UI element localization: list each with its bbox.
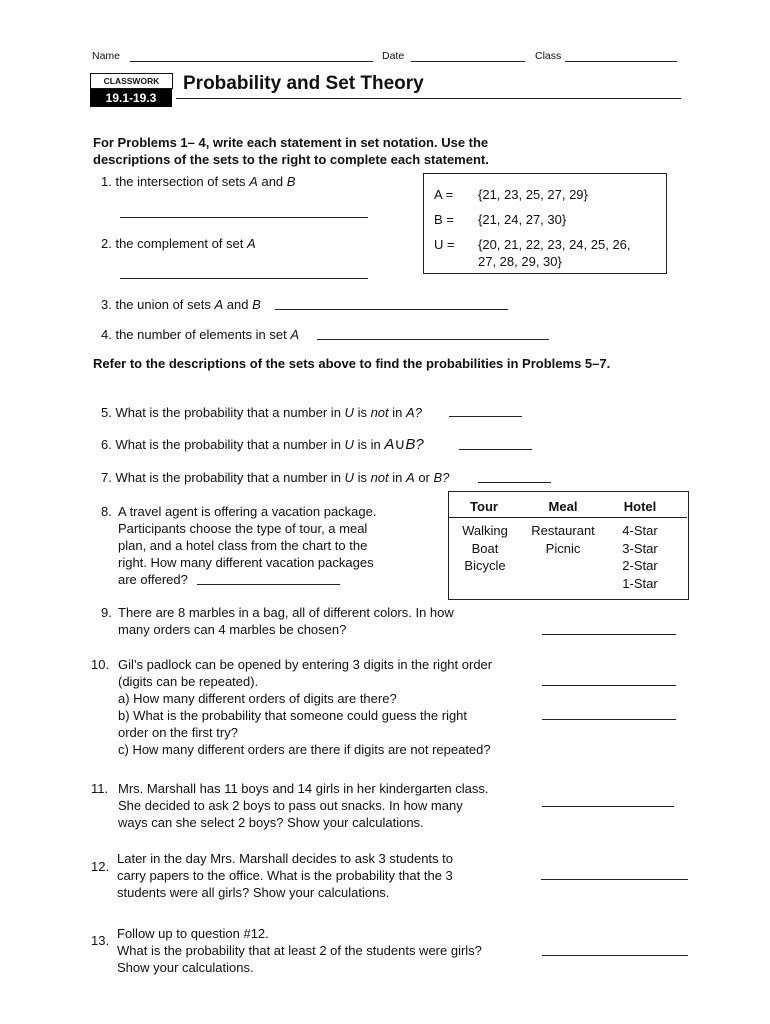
- table-header-tour: Tour: [470, 499, 498, 514]
- problem-13-number: 13.: [91, 933, 110, 948]
- intro-line-1: For Problems 1– 4, write each statement in set notation. Use the: [93, 135, 489, 150]
- problem-8-number: 8.: [101, 504, 112, 519]
- name-field[interactable]: [130, 61, 373, 62]
- answer-line-6[interactable]: [459, 449, 532, 450]
- tour-options: Walking Boat Bicycle: [462, 523, 508, 573]
- table-header-rule: [448, 517, 687, 518]
- name-label: Name: [92, 50, 121, 62]
- set-u-value-1: {20, 21, 22, 23, 24, 25, 26,: [478, 237, 631, 252]
- problem-5: 5. What is the probability that a number in U is not in A?: [101, 405, 422, 420]
- set-b-label: B =: [434, 212, 454, 227]
- set-u-value-2: 27, 28, 29, 30}: [478, 254, 562, 269]
- hotel-options: 4-Star 3-Star 2-Star 1-Star: [622, 523, 658, 591]
- problem-9-number: 9.: [101, 605, 112, 620]
- answer-line-13[interactable]: [542, 955, 688, 956]
- title-rule: [176, 98, 681, 99]
- problem-6: 6. What is the probability that a number in U is in A∪B?: [101, 436, 424, 453]
- problem-10-text: Gil’s padlock can be opened by entering 3 digits in the right order (digits can be repeated). a) How many different orders of digits are there? b) What is the probability that someone could guess the right order on the first try? c) How many different orders are there if digits are not repeated?: [118, 657, 493, 757]
- problem-12-number: 12.: [91, 859, 110, 874]
- answer-line-10a[interactable]: [542, 685, 676, 686]
- set-a-value: {21, 23, 25, 27, 29}: [478, 187, 588, 202]
- classwork-badge: CLASSWORK: [90, 73, 173, 89]
- refer-instruction: Refer to the descriptions of the sets above to find the probabilities in Problems 5–7.: [93, 356, 611, 371]
- intro-line-2: descriptions of the sets to the right to complete each statement.: [93, 152, 489, 167]
- meal-options: Restaurant Picnic: [531, 523, 595, 556]
- set-b-value: {21, 24, 27, 30}: [478, 212, 567, 227]
- problem-1: 1. the intersection of sets A and B: [101, 174, 296, 189]
- answer-line-5[interactable]: [449, 416, 522, 417]
- set-u-label: U =: [434, 237, 455, 252]
- problem-12-text: Later in the day Mrs. Marshall decides to ask 3 students to carry papers to the office. What is the probability that the 3 students were all girls? Show your calculations.: [117, 851, 454, 900]
- table-header-meal: Meal: [548, 499, 578, 514]
- page-title: Probability and Set Theory: [183, 73, 424, 94]
- problem-13-text: Follow up to question #12. What is the probability that at least 2 of the students were girls? Show your calculations.: [117, 926, 482, 975]
- answer-line-1[interactable]: [120, 217, 368, 218]
- answer-line-11[interactable]: [542, 806, 674, 807]
- answer-line-4[interactable]: [317, 339, 549, 340]
- answer-line-7[interactable]: [478, 482, 551, 483]
- problem-7: 7. What is the probability that a number in U is not in A or B?: [101, 470, 450, 485]
- problem-10-number: 10.: [91, 657, 110, 672]
- problem-8-text: A travel agent is offering a vacation package. Participants choose the type of tour, a meal plan, and a hotel class from the chart to the right. How many different vacation packages are offered?: [118, 504, 377, 587]
- answer-line-2[interactable]: [120, 278, 368, 279]
- section-badge: 19.1-19.3: [90, 89, 172, 107]
- class-field[interactable]: [565, 61, 677, 62]
- problem-3: 3. the union of sets A and B: [101, 297, 261, 312]
- answer-line-8[interactable]: [197, 584, 340, 585]
- problem-9-text: There are 8 marbles in a bag, all of different colors. In how many orders can 4 marbles be chosen?: [118, 605, 454, 637]
- answer-line-9[interactable]: [542, 634, 676, 635]
- date-label: Date: [382, 50, 405, 62]
- date-field[interactable]: [411, 61, 525, 62]
- set-a-label: A =: [434, 187, 454, 202]
- problem-11-text: Mrs. Marshall has 11 boys and 14 girls in her kindergarten class. She decided to ask 2 boys to pass out snacks. In how many ways can she select 2 boys? Show your calculations.: [118, 781, 489, 830]
- problem-11-number: 11.: [91, 781, 109, 796]
- table-header-hotel: Hotel: [623, 499, 657, 514]
- problem-4: 4. the number of elements in set A: [101, 327, 300, 342]
- answer-line-3[interactable]: [275, 309, 508, 310]
- problem-2: 2. the complement of set A: [101, 236, 256, 251]
- answer-line-12[interactable]: [541, 879, 688, 880]
- answer-line-10b[interactable]: [542, 719, 676, 720]
- class-label: Class: [535, 50, 562, 62]
